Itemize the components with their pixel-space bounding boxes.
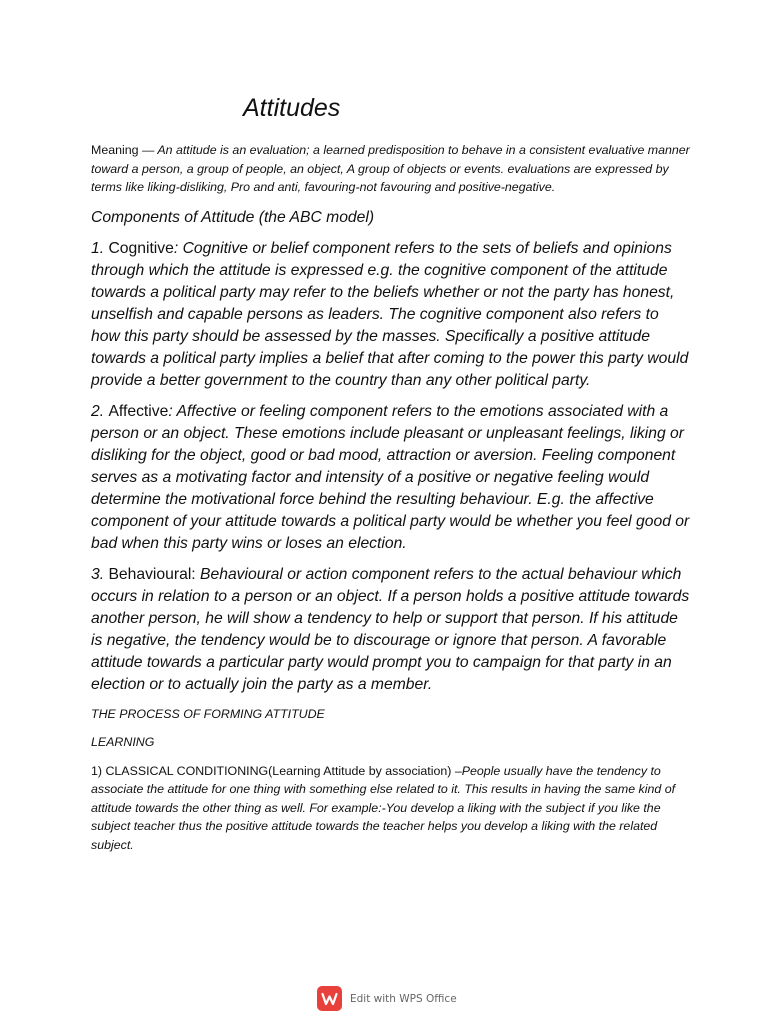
- components-heading: Components of Attitude (the ABC model): [91, 208, 375, 226]
- classical-conditioning-paragraph: [91, 762, 691, 855]
- wps-edit-footer[interactable]: [317, 986, 457, 1011]
- component-cognitive-paragraph: [91, 238, 691, 392]
- meaning-label: Meaning: [91, 143, 139, 157]
- component-text: Behavioural or action component refers to the actual behaviour which occurs in relation to a person or an object. If a person holds a positive attitude towards another person, he will show a tendency to help or support that person. If his attitude is negative, the tendency would be to discourage or ignore that person. A favorable attitude towards a particular party would prompt you to campaign for that party in an election or to actually join the party as a member.: [91, 565, 690, 693]
- component-number: 3.: [91, 565, 109, 583]
- component-label-affective: Affective: [108, 402, 169, 420]
- learning-heading: LEARNING: [91, 735, 155, 749]
- component-number: 1.: [91, 239, 109, 257]
- component-affective-paragraph: [91, 401, 691, 555]
- document-page: [91, 92, 691, 854]
- component-label-behavioural: Behavioural:: [108, 565, 196, 583]
- component-number: 2.: [91, 402, 109, 420]
- wps-office-logo-icon: [317, 986, 342, 1011]
- component-text: : Affective or feeling component refers to the emotions associated with a person or an object. These emotions include pleasant or unpleasant feelings, liking or disliking for the object, good or bad mood, attraction or aversion. Feeling component serves as a motivating factor and intensity of a positive or negative feeling would determine the motivational force behind the resulting behaviour. E.g. the affective component of your attitude towards a political party would be whether you feel good or bad when this party wins or loses an election.: [91, 402, 690, 552]
- component-behavioural-paragraph: [91, 564, 691, 696]
- classical-conditioning-text: People usually have the tendency to associate the attitude for one thing with something else related to it. This results in having the same kind of attitude towards the other thing as well. For example:-You develop a liking with the subject if you like the subject teacher thus the positive attitude towards the teacher helps you develop a liking with the related subject.: [91, 763, 676, 852]
- edit-with-wps-label: Edit with WPS Office: [350, 992, 457, 1005]
- meaning-text: — An attitude is an evaluation; a learned predisposition to behave in a consistent evaluative manner toward a person, a group of people, an object, A group of objects or events. evaluations are expressed by terms like liking-disliking, Pro and anti, favouring-not favouring and positive-negative.: [91, 143, 690, 194]
- document-title: Attitudes: [243, 94, 341, 122]
- process-heading: THE PROCESS OF FORMING ATTITUDE: [91, 706, 325, 721]
- classical-conditioning-label: 1) CLASSICAL CONDITIONING(Learning Attitude by association) –: [91, 763, 462, 778]
- meaning-paragraph: [91, 141, 691, 197]
- component-text: : Cognitive or belief component refers to the sets of beliefs and opinions through which the attitude is expressed e.g. the cognitive component of the attitude towards a political party may refer to the beliefs whether or not the party has honest, unselfish and capable persons as leaders. The cognitive component also refers to how this party should be assessed by the masses. Specifically a positive attitude towards a political party implies a belief that after coming to the power this party would provide a better government to the country than any other political party.: [91, 239, 689, 389]
- component-label-cognitive: Cognitive: [108, 239, 174, 257]
